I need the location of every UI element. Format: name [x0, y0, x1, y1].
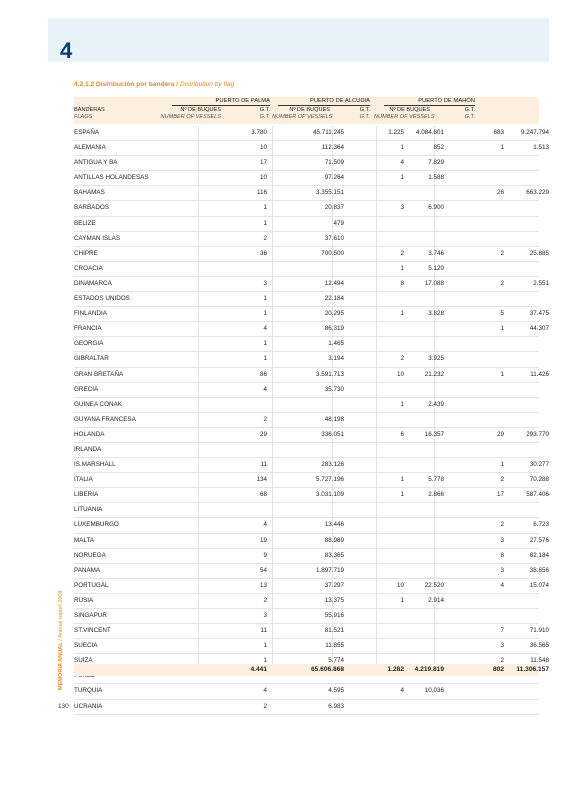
palma-vessels-cell: 1: [263, 310, 267, 318]
palma-gt-cell: 35.730: [324, 385, 344, 393]
col-mahon-vessels-es: Nº DE BUQUES: [389, 107, 430, 113]
table-row: [74, 126, 549, 141]
alcudia-vessels-cell: 2: [400, 355, 404, 363]
palma-vessels-cell: 134: [256, 476, 267, 484]
flag-name-cell: ITALIA: [74, 476, 93, 484]
table-row: [74, 518, 549, 533]
flag-name-cell: GIBRALTAR: [74, 355, 109, 363]
table-row: [74, 352, 539, 367]
alcudia-gt-cell: 3.925: [428, 355, 444, 363]
palma-vessels-cell: 1: [263, 295, 267, 303]
palma-gt-cell: 11.855: [325, 642, 344, 650]
alcudia-vessels-cell: 1: [400, 596, 404, 604]
flag-name-cell: SINGAPUR: [74, 612, 107, 619]
palma-gt-cell: 37.297: [324, 581, 344, 589]
mahon-vessels-cell: 17: [496, 491, 504, 499]
table-row: [74, 473, 549, 488]
col-alcudia-gt-es: G.T.: [359, 107, 370, 113]
alcudia-gt-cell: 1.588: [428, 174, 444, 182]
side-subtitle: / Annual report 2004: [58, 590, 64, 641]
alcudia-gt-cell: 2.866: [428, 491, 444, 499]
palma-gt-cell: 83.365: [324, 551, 344, 559]
palma-gt-cell: 20.295: [324, 310, 344, 318]
table-row: [74, 217, 539, 232]
flag-name-cell: LIBERIA: [74, 491, 99, 499]
palma-vessels-cell: 68: [259, 491, 267, 499]
flag-table-body: [74, 126, 549, 715]
table-row: [74, 277, 549, 292]
alcudia-gt-cell: 21.232: [424, 370, 444, 378]
mahon-vessels-cell: 8: [500, 551, 504, 559]
side-title: MEMORIA ANUAL: [58, 642, 64, 690]
palma-vessels-cell: 2: [263, 702, 267, 710]
mahon-vessels-cell: 26: [496, 189, 504, 197]
mahon-vessels-cell: 5: [500, 310, 504, 318]
alcudia-vessels-cell: 1.225: [388, 129, 404, 136]
alcudia-gt-cell: 852: [433, 144, 444, 152]
table-row: [74, 624, 549, 639]
port-underline-mahon: [384, 105, 475, 106]
palma-gt-cell: 1.897.719: [315, 566, 344, 574]
flag-name-cell: FRANCIA: [74, 325, 102, 333]
page-number: 130: [58, 703, 69, 710]
palma-gt-cell: 4.595: [328, 687, 344, 695]
palma-vessels-cell: 2: [263, 415, 267, 423]
palma-vessels-cell: 4: [263, 325, 267, 333]
palma-vessels-cell: 1: [263, 219, 267, 227]
palma-gt-cell: 45.711.245: [312, 129, 344, 136]
table-row: [74, 201, 539, 216]
palma-vessels-cell: 10: [259, 144, 267, 152]
mahon-gt-cell: 15.074: [529, 581, 549, 589]
flag-name-cell: DINAMARCA: [74, 279, 112, 287]
mahon-vessels-cell: 1: [500, 325, 504, 333]
palma-gt-cell: 3.591.713: [315, 370, 344, 378]
mahon-gt-cell: 36.565: [529, 642, 549, 650]
alcudia-vessels-cell: 6: [400, 430, 404, 438]
palma-vessels-cell: 11: [260, 627, 267, 635]
alcudia-gt-cell: 5.120: [428, 264, 444, 272]
col-alcudia-vessels-es: Nº DE BUQUES: [289, 107, 330, 113]
alcudia-gt-cell: 16.357: [424, 430, 444, 438]
palma-gt-cell: 88.989: [324, 536, 344, 544]
alcudia-vessels-cell: 1: [400, 476, 404, 484]
port-underline-alcudia: [278, 105, 370, 106]
palma-vessels-cell: 10: [259, 174, 267, 182]
alcudia-gt-cell: 3.828: [428, 310, 444, 318]
palma-gt-cell: 86.319: [324, 325, 344, 333]
total-palma-vessels: 4.441: [250, 666, 267, 673]
table-row: [74, 292, 539, 307]
alcudia-vessels-cell: 2: [400, 249, 404, 257]
port-underline-palma: [172, 105, 270, 106]
alcudia-gt-cell: 10.036: [424, 687, 444, 695]
flag-name-cell: IRLANDA: [74, 445, 102, 453]
palma-vessels-cell: 4: [263, 687, 267, 695]
mahon-vessels-cell: 4: [500, 581, 504, 589]
table-row: [74, 232, 539, 247]
flag-name-cell: LUXEMBURGO: [74, 521, 119, 529]
flag-name-cell: BAHAMAS: [74, 189, 105, 197]
alcudia-gt-cell: 17.088: [424, 279, 444, 287]
palma-vessels-cell: 36: [259, 249, 267, 257]
alcudia-vessels-cell: 1: [400, 400, 404, 408]
mahon-gt-cell: 38.656: [529, 566, 549, 574]
table-row: [74, 368, 549, 383]
section-title-es: 4.2.1.2 Distribución por bandera /: [74, 81, 179, 88]
palma-vessels-cell: 1: [263, 355, 267, 363]
alcudia-gt-cell: 4.084.801: [415, 129, 444, 136]
mahon-gt-cell: 11.426: [530, 370, 549, 378]
palma-gt-cell: 20.837: [324, 204, 344, 212]
flag-name-cell: ST.VINCENT: [74, 627, 111, 635]
alcudia-gt-cell: 22.520: [424, 581, 444, 589]
mahon-vessels-cell: 1: [500, 144, 504, 152]
palma-vessels-cell: 19: [259, 536, 267, 544]
alcudia-gt-cell: 2.439: [428, 400, 444, 408]
alcudia-gt-cell: 2.914: [428, 596, 444, 604]
palma-vessels-cell: 1: [263, 340, 267, 348]
palma-gt-cell: 3.031.109: [315, 491, 344, 499]
table-row: [74, 307, 549, 322]
mahon-vessels-cell: 2: [500, 249, 504, 257]
palma-gt-cell: 12.494: [324, 279, 344, 287]
total-palma-gt: 65.606.868: [310, 666, 344, 673]
total-alcudia-vessels: 1.282: [387, 666, 404, 673]
table-row: [74, 534, 549, 549]
mahon-gt-cell: 70.288: [529, 476, 549, 484]
palma-gt-cell: 3.355.151: [315, 189, 344, 197]
flag-name-cell: BELIZE: [74, 219, 96, 227]
col-palma-vessels-es: Nº DE BUQUES: [180, 107, 221, 113]
mahon-vessels-cell: 3: [500, 642, 504, 650]
mahon-gt-cell: 44.307: [529, 325, 549, 333]
col-flags-en: FLAGS: [74, 114, 93, 120]
port-label-mahon: PUERTO DE MAHÓN: [418, 98, 475, 104]
palma-vessels-cell: 116: [256, 189, 267, 197]
mahon-vessels-cell: 2: [500, 279, 504, 287]
flag-name-cell: ALEMANIA: [74, 144, 106, 152]
mahon-vessels-cell: 683: [493, 129, 504, 136]
palma-vessels-cell: 4: [263, 385, 267, 393]
palma-gt-cell: 55.916: [324, 612, 344, 619]
table-row: [74, 564, 549, 579]
mahon-gt-cell: 293.770: [526, 430, 549, 438]
section-title: [74, 81, 494, 88]
table-row: [74, 579, 549, 594]
flag-name-cell: ESPAÑA: [74, 129, 100, 136]
mahon-vessels-cell: 3: [500, 536, 504, 544]
table-row: [74, 684, 539, 699]
palma-gt-cell: 479: [333, 219, 344, 227]
alcudia-vessels-cell: 1: [400, 144, 404, 152]
table-row: [74, 488, 549, 503]
col-palma-gt-es: G.T.: [259, 107, 270, 113]
palma-gt-cell: 81.521: [324, 627, 344, 635]
col-mahon-gt-es: G.T.: [464, 107, 475, 113]
col-mahon-vessels-en: NUMBER OF VESSELS: [374, 114, 435, 120]
table-row: [74, 398, 539, 413]
palma-gt-cell: 13.446: [324, 521, 344, 529]
mahon-vessels-cell: 29: [496, 430, 504, 438]
mahon-gt-cell: 27.576: [529, 536, 549, 544]
col-alcudia-gt-en: G.T.: [359, 114, 370, 120]
alcudia-vessels-cell: 1: [400, 174, 404, 182]
table-row: [74, 141, 549, 156]
header-band: [48, 18, 549, 62]
flag-name-cell: ANTILLAS HOLANDESAS: [74, 174, 149, 182]
flag-name-cell: NORUEGA: [74, 551, 106, 559]
palma-gt-cell: 700.500: [321, 249, 344, 257]
palma-gt-cell: 5.727.196: [315, 476, 344, 484]
palma-gt-cell: 48.198: [324, 415, 344, 423]
flag-name-cell: GRAN BRETAÑA: [74, 370, 124, 378]
col-flags-es: BANDERAS: [74, 107, 105, 113]
flag-name-cell: RUSIA: [74, 596, 94, 604]
flag-name-cell: ANTIGUA Y BA: [74, 159, 118, 167]
mahon-vessels-cell: 2: [500, 657, 504, 665]
table-row: [74, 428, 549, 443]
alcudia-vessels-cell: 1: [400, 310, 404, 318]
table-row: [74, 262, 539, 277]
flag-name-cell: CROACIA: [74, 264, 103, 272]
alcudia-vessels-cell: 8: [400, 279, 404, 287]
mahon-vessels-cell: 2: [500, 521, 504, 529]
palma-vessels-cell: 2: [263, 596, 267, 604]
mahon-gt-cell: 6.723: [533, 521, 549, 529]
alcudia-vessels-cell: 4: [400, 159, 404, 167]
alcudia-vessels-cell: 10: [396, 581, 404, 589]
section-title-en: Distribution by flag: [179, 81, 235, 88]
flag-name-cell: LITUANIA: [74, 506, 103, 514]
palma-vessels-cell: 1: [263, 204, 267, 212]
mahon-gt-cell: 663.229: [526, 189, 549, 197]
flag-name-cell: CHIPRE: [74, 249, 98, 257]
table-row: [74, 549, 549, 564]
table-row: [74, 322, 549, 337]
flag-name-cell: GUINEA CONAK: [74, 400, 122, 408]
palma-gt-cell: 1.465: [328, 340, 344, 348]
total-mahon-gt: 11.306.157: [516, 666, 549, 673]
palma-vessels-cell: 3.780: [251, 129, 267, 136]
alcudia-vessels-cell: 1: [400, 264, 404, 272]
port-label-palma: PUERTO DE PALMA: [215, 98, 270, 104]
alcudia-vessels-cell: 3: [400, 204, 404, 212]
palma-gt-cell: 336.051: [321, 430, 344, 438]
palma-vessels-cell: 29: [259, 430, 267, 438]
palma-gt-cell: 97.264: [324, 174, 344, 182]
palma-gt-cell: 71.509: [324, 159, 344, 167]
mahon-vessels-cell: 1: [500, 461, 504, 469]
mahon-gt-cell: 71.910: [529, 627, 549, 635]
mahon-gt-cell: 2.551: [533, 279, 549, 287]
flag-name-cell: PORTUGAL: [74, 581, 109, 589]
palma-gt-cell: 3.194: [328, 355, 344, 363]
palma-vessels-cell: 1: [263, 657, 267, 665]
alcudia-vessels-cell: 10: [396, 370, 404, 378]
alcudia-gt-cell: 3.746: [428, 249, 444, 257]
flag-name-cell: GRECIA: [74, 385, 99, 393]
flag-name-cell: TURQUIA: [74, 687, 103, 695]
palma-vessels-cell: 11: [260, 461, 267, 469]
table-row: [74, 413, 539, 428]
mahon-vessels-cell: 1: [500, 370, 504, 378]
palma-vessels-cell: 1: [263, 642, 267, 650]
flag-name-cell: MALTA: [74, 536, 95, 544]
palma-gt-cell: 5.774: [328, 657, 344, 665]
mahon-gt-cell: 25.885: [529, 249, 549, 257]
palma-vessels-cell: 3: [263, 279, 267, 287]
flag-name-cell: HOLANDA: [74, 430, 105, 438]
alcudia-gt-cell: 6.900: [428, 204, 444, 212]
palma-vessels-cell: 86: [259, 370, 267, 378]
palma-gt-cell: 13.375: [324, 596, 344, 604]
col-alcudia-vessels-en: NUMBER OF VESSELS: [272, 114, 333, 120]
mahon-vessels-cell: 7: [500, 627, 504, 635]
palma-vessels-cell: 54: [259, 566, 267, 574]
table-row: [74, 443, 539, 458]
total-alcudia-gt: 4.219.819: [414, 666, 444, 673]
table-row: [74, 594, 539, 609]
palma-vessels-cell: 3: [263, 612, 267, 619]
table-row: [74, 171, 539, 186]
flag-name-cell: GUYANA FRANCESA: [74, 415, 136, 423]
alcudia-vessels-cell: 1: [400, 491, 404, 499]
table-row: [74, 700, 539, 715]
flag-name-cell: SUIZA: [74, 657, 93, 665]
table-row: [74, 383, 539, 398]
totals-row: [74, 666, 549, 676]
col-palma-vessels-en: NUMBER OF VESSELS: [160, 114, 221, 120]
mahon-vessels-cell: 3: [500, 566, 504, 574]
flag-name-cell: UCRANIA: [74, 702, 103, 710]
total-mahon-vessels: 802: [492, 666, 504, 673]
flag-name-cell: PANAMA: [74, 566, 101, 574]
mahon-gt-cell: 82.184: [529, 551, 549, 559]
port-label-alcudia: PUERTO DE ALCUDIA: [309, 98, 370, 104]
palma-vessels-cell: 9: [263, 551, 267, 559]
table-row: [74, 639, 549, 654]
palma-vessels-cell: 17: [259, 159, 267, 167]
alcudia-gt-cell: 7.829: [428, 159, 444, 167]
flag-name-cell: FINLANDIA: [74, 310, 107, 318]
table-row: [74, 458, 549, 473]
mahon-gt-cell: 11.548: [530, 657, 549, 665]
mahon-gt-cell: 37.475: [529, 310, 549, 318]
flag-name-cell: ESTADOS UNIDOS: [74, 295, 130, 303]
palma-gt-cell: 283.126: [321, 461, 344, 469]
table-row: [74, 337, 539, 352]
alcudia-gt-cell: 5.778: [428, 476, 444, 484]
palma-gt-cell: 37.610: [324, 234, 344, 242]
flag-name-cell: IS.MARSHALL: [74, 461, 116, 469]
flag-name-cell: BARBADOS: [74, 204, 109, 212]
table-row: [74, 156, 539, 171]
palma-gt-cell: 112.364: [321, 144, 344, 152]
palma-gt-cell: 22.184: [324, 295, 344, 303]
table-row: [74, 503, 539, 518]
flag-name-cell: GEORGIA: [74, 340, 104, 348]
flag-name-cell: CAYMAN ISLAS: [74, 234, 121, 242]
table-row: [74, 186, 549, 201]
mahon-gt-cell: 1.513: [533, 144, 549, 152]
flag-name-cell: SUECIA: [74, 642, 98, 650]
mahon-gt-cell: 587.406: [526, 491, 549, 499]
palma-gt-cell: 6.983: [328, 702, 344, 710]
palma-vessels-cell: 2: [263, 234, 267, 242]
mahon-gt-cell: 30.277: [529, 461, 549, 469]
palma-vessels-cell: 13: [259, 581, 267, 589]
palma-vessels-cell: 4: [263, 521, 267, 529]
mahon-vessels-cell: 2: [500, 476, 504, 484]
table-row: [74, 247, 549, 262]
col-mahon-gt-en: G.T.: [464, 114, 475, 120]
col-palma-gt-en: G.T.: [259, 114, 270, 120]
side-running-title: [58, 590, 64, 690]
mahon-gt-cell: 9.247.794: [520, 129, 549, 136]
table-row: [74, 609, 539, 624]
chapter-number: 4: [60, 38, 73, 63]
alcudia-vessels-cell: 4: [400, 687, 404, 695]
